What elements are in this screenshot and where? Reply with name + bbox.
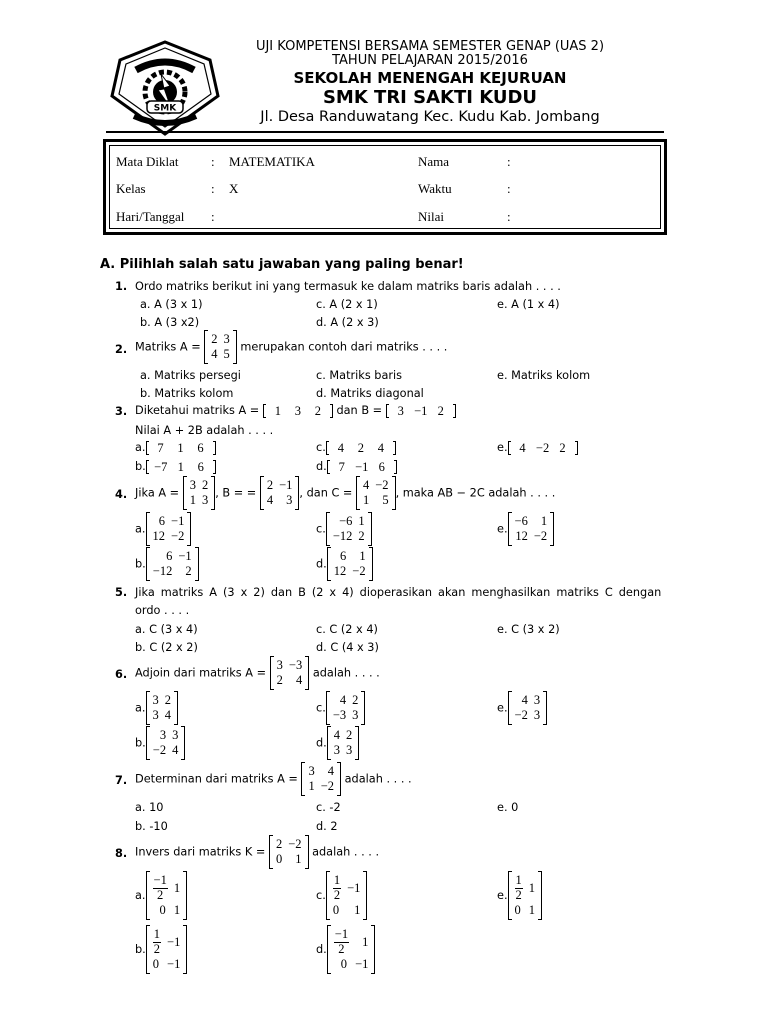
- kelas-label: Kelas: [116, 181, 146, 196]
- q6-option-d: d. 4 2 3 3: [316, 727, 359, 759]
- q5-text: Jika matriks A (3 x 2) dan B (2 x 4) dioperasikan akan menghasilkan matriks C dengan: [135, 586, 662, 599]
- q3-matrix-b: 3 −1 2: [386, 404, 456, 418]
- kelas-value: X: [229, 181, 239, 196]
- q1-option-d: d. A (2 x 3): [316, 316, 379, 329]
- q2-number: 2.: [115, 343, 128, 356]
- q6-option-c: c. 4 2 −3 3: [316, 692, 365, 724]
- q3-question: Nilai A + 2B adalah . . . .: [135, 424, 274, 437]
- hari-tanggal-label: Hari/Tanggal: [116, 209, 185, 224]
- q5-text-cont: ordo . . . .: [135, 604, 190, 617]
- q7-stem: Determinan dari matriks A = 3 4 1 −2 adalah . . . .: [135, 764, 412, 793]
- q7-option-d: d. 2: [316, 820, 338, 833]
- q2-option-d: d. Matriks diagonal: [316, 387, 424, 400]
- q3-option-b: b. −7 1 6: [135, 460, 216, 474]
- q5-number: 5.: [115, 586, 128, 599]
- colon: :: [211, 154, 215, 169]
- q4-stem: Jika A = 3 2 1 3 , B = = 2 −1 4 3 , dan C = 4 −2 1 5 , maka AB − 2C adalah . . . .: [135, 478, 556, 507]
- q5-option-e: e. C (3 x 2): [497, 623, 560, 636]
- q8-option-e: e. $\frac{1}{2}$ 1 0 1: [497, 872, 542, 919]
- q8-stem: Invers dari matriks K = 2 −2 0 1 adalah . . . .: [135, 837, 380, 866]
- q1-text: Ordo matriks berikut ini yang termasuk ke dalam matriks baris adalah . . . .: [135, 280, 561, 293]
- q6-option-b: b. 3 3 −2 4: [135, 727, 185, 759]
- header-divider: [106, 131, 664, 133]
- colon: :: [211, 181, 215, 196]
- q7-number: 7.: [115, 774, 128, 787]
- q6-option-e: e. 4 3 −2 3: [497, 692, 547, 724]
- q5-option-c: c. C (2 x 4): [316, 623, 378, 636]
- q7-option-e: e. 0: [497, 801, 519, 814]
- q1-option-e: e. A (1 x 4): [497, 298, 560, 311]
- q3-option-a: a. 7 1 6: [135, 441, 216, 455]
- q1-option-c: c. A (2 x 1): [316, 298, 378, 311]
- q7-matrix-a: 3 4 1 −2: [301, 763, 341, 795]
- q6-option-a: a. 3 2 3 4: [135, 692, 178, 724]
- q2-option-c: c. Matriks baris: [316, 369, 403, 382]
- q4-matrix-b: 2 −1 4 3: [260, 477, 300, 509]
- q8-option-b: b. $\frac{1}{2}$ −1 0 −1: [135, 926, 187, 973]
- nama-label: Nama: [418, 154, 450, 169]
- q3-option-d: d. 7 −1 6: [316, 460, 397, 474]
- waktu-label: Waktu: [418, 181, 452, 196]
- q5-option-a: a. C (3 x 4): [135, 623, 198, 636]
- mata-diklat-value: MATEMATIKA: [229, 154, 315, 169]
- q3-number: 3.: [115, 405, 128, 418]
- school-type: SEKOLAH MENENGAH KEJURUAN: [293, 69, 567, 87]
- q7-option-b: b. -10: [135, 820, 168, 833]
- q3-matrix-a: 1 3 2: [263, 404, 333, 418]
- svg-text:SMK: SMK: [153, 103, 177, 114]
- mata-diklat-label: Mata Diklat: [116, 154, 179, 169]
- q4-option-b: b. 6 −1 −12 2: [135, 548, 199, 580]
- q8-number: 8.: [115, 847, 128, 860]
- q2-option-b: b. Matriks kolom: [140, 387, 234, 400]
- q4-matrix-a: 3 2 1 3: [183, 477, 216, 509]
- q8-matrix-k: 2 −2 0 1: [269, 836, 309, 868]
- nilai-label: Nilai: [418, 209, 444, 224]
- academic-year: TAHUN PELAJARAN 2015/2016: [332, 53, 528, 68]
- q4-option-d: d. 6 1 12 −2: [316, 548, 373, 580]
- q2-matrix: 2 3 4 5: [204, 331, 237, 363]
- identity-box: [103, 139, 667, 235]
- school-name: SMK TRI SAKTI KUDU: [322, 87, 538, 108]
- colon: :: [507, 154, 511, 169]
- q2-option-e: e. Matriks kolom: [497, 369, 591, 382]
- colon: :: [211, 209, 215, 224]
- q1-number: 1.: [115, 280, 128, 293]
- q8-option-c: c. $\frac{1}{2}$ −1 0 1: [316, 872, 367, 919]
- q3-option-c: c. 4 2 4: [316, 441, 396, 455]
- exam-title: UJI KOMPETENSI BERSAMA SEMESTER GENAP (UAS 2): [255, 39, 605, 54]
- q5-option-b: b. C (2 x 2): [135, 641, 198, 654]
- q4-option-c: c. −6 1 −12 2: [316, 513, 372, 545]
- q4-number: 4.: [115, 488, 128, 501]
- q8-option-d: d. $\frac{-1}{2}$ 1 0 −1: [316, 926, 375, 973]
- colon: :: [507, 209, 511, 224]
- q6-matrix-a: 3 −3 2 4: [270, 657, 310, 689]
- q2-option-a: a. Matriks persegi: [140, 369, 241, 382]
- q4-option-e: e. −6 1 12 −2: [497, 513, 554, 545]
- q8-option-a: a. $\frac{-1}{2}$ 1 0 1: [135, 872, 187, 919]
- q1-option-a: a. A (3 x 1): [140, 298, 203, 311]
- q6-number: 6.: [115, 668, 128, 681]
- q1-option-b: b. A (3 x2): [140, 316, 200, 329]
- colon: :: [507, 181, 511, 196]
- section-title: A. Pilihlah salah satu jawaban yang paling benar!: [100, 257, 464, 272]
- school-address: Jl. Desa Randuwatang Kec. Kudu Kab. Jombang: [260, 109, 600, 125]
- q5-option-d: d. C (4 x 3): [316, 641, 379, 654]
- school-logo: [106, 38, 224, 136]
- q7-option-a: a. 10: [135, 801, 164, 814]
- q6-stem: Adjoin dari matriks A = 3 −3 2 4 adalah . . . .: [135, 658, 380, 687]
- q7-option-c: c. -2: [316, 801, 341, 814]
- q2-stem: Matriks A = 2 3 4 5 merupakan contoh dari matriks . . . .: [135, 332, 448, 361]
- q4-matrix-c: 4 −2 1 5: [356, 477, 396, 509]
- q3-stem: Diketahui matriks A = 1 3 2 dan B = 3 −1 2: [135, 404, 456, 418]
- q3-option-e: e. 4 −2 2: [497, 441, 578, 455]
- q4-option-a: a. 6 −1 12 −2: [135, 513, 191, 545]
